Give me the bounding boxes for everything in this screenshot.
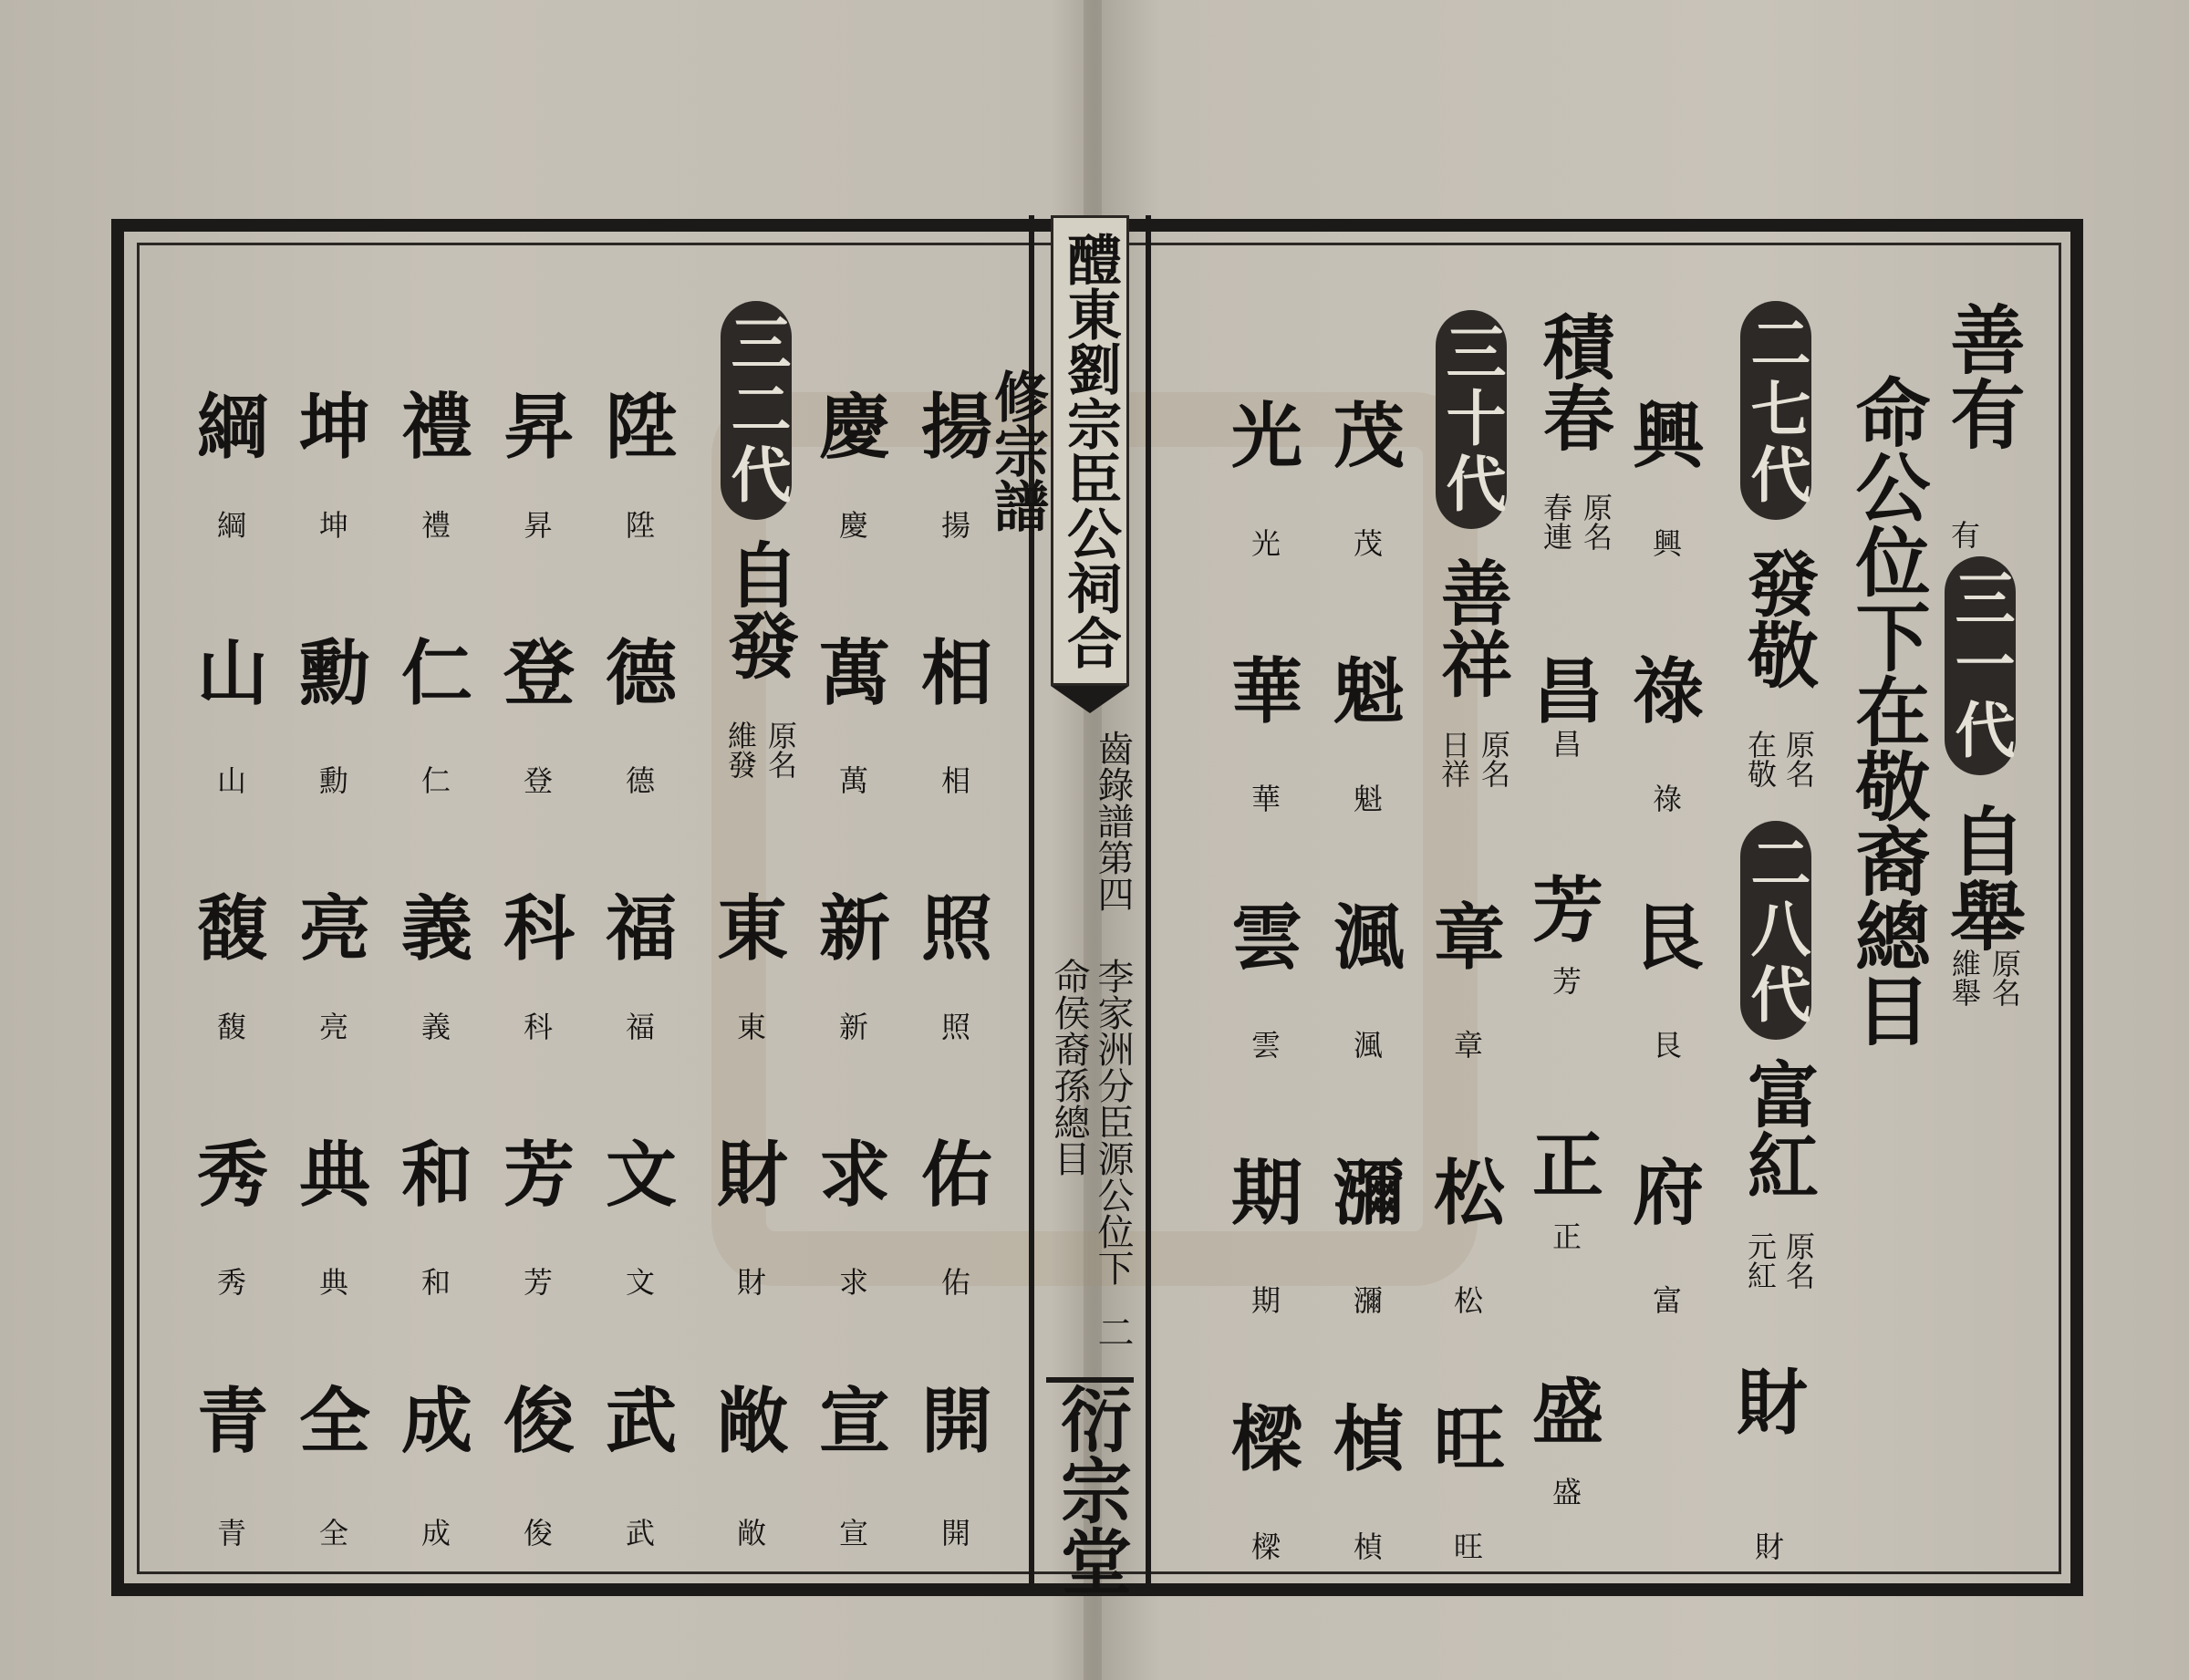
name-cell: 旺 [1434,1398,1506,1481]
name-cell-small: 昇 [524,508,554,543]
name-cell-small: 瀰 [1354,1283,1384,1318]
badge-gen-31: 三一代 [1945,556,2016,775]
badge-gen-28: 二八代 [1740,821,1811,1040]
book-title: 醴東劉宗臣公祠合修宗譜 [1051,215,1129,686]
given-name-jichun: 積春 [1531,310,1614,452]
name-cell-small: 芳 [1552,964,1582,999]
name-cell-small: 和 [421,1265,451,1300]
name-cell: 登 [503,632,576,715]
name-cell-small: 綱 [217,508,247,543]
name-cell: 青 [197,1380,269,1463]
name-cell-small: 勳 [319,763,349,798]
hall-name: 衍宗堂 [1046,1377,1134,1592]
name-cell-small: 期 [1251,1283,1281,1318]
name-cell-small: 光 [1251,526,1281,561]
subtitle: 命侯裔孫總目 [1048,958,1090,1177]
name-cell: 科 [503,887,576,970]
name-cell-small: 福 [626,1010,656,1044]
name-cell-small: 正 [1552,1219,1582,1254]
name-cell: 芳 [503,1134,576,1217]
name-cell-small: 松 [1454,1283,1484,1318]
name-cell-small: 德 [626,763,656,798]
name-cell: 華 [1231,650,1303,733]
branch-title: 李家洲分臣源公位下 [1092,958,1134,1286]
name-cell-small: 萬 [839,763,869,798]
name-cell-small: 華 [1251,782,1281,816]
name-cell-small: 馥 [217,1010,247,1044]
name-cell: 魁 [1333,650,1406,733]
name-cell-small: 典 [319,1265,349,1300]
name-cell-small: 財 [737,1265,767,1300]
name-cell: 章 [1434,897,1506,980]
section-title: 齒錄譜第四 [1092,730,1134,912]
name-cell-small: 佑 [941,1265,971,1300]
orig-label-shanxiang: 原名 [1477,730,1511,788]
orig-label-zifa: 原名 [763,721,798,779]
name-cell: 坤 [299,386,371,469]
orig-name-31: 維舉 [1947,949,1982,1007]
name-cell-small: 雲 [1251,1028,1281,1063]
name-cell: 正 [1532,1125,1604,1208]
name-cell: 佑 [921,1134,993,1217]
name-cell-small: 興 [1653,526,1683,561]
name-cell: 綱 [197,386,269,469]
given-name-shanxiang: 善祥 [1429,556,1512,699]
name-cell: 義 [401,887,473,970]
given-name-zifa: 自發 [716,538,799,680]
name-cell-small: 盛 [1552,1475,1582,1509]
name-cell-small: 坤 [319,508,349,543]
name-cell-small: 科 [524,1010,554,1044]
orig-label-27: 原名 [1781,730,1816,788]
name-cell: 求 [819,1134,891,1217]
name-cell: 光 [1231,395,1303,478]
given-name-28: 富紅 [1736,1058,1819,1200]
name-cell: 艮 [1633,897,1705,980]
name-cell-small: 樑 [1251,1530,1281,1564]
name-cell-small: 東 [737,1010,767,1044]
name-cell: 勳 [299,632,371,715]
name-cell: 全 [299,1380,371,1463]
name-cell: 仁 [401,632,473,715]
name-cell: 俊 [503,1380,576,1463]
name-cell: 禮 [401,386,473,469]
name-cell: 開 [921,1380,993,1463]
name-cell: 德 [606,632,678,715]
name-cell: 期 [1231,1152,1303,1235]
name-cell: 陞 [606,386,678,469]
name-cell-small: 芳 [524,1265,554,1300]
name-cell: 松 [1434,1152,1506,1235]
name-cell-small: 茂 [1354,526,1384,561]
name-cell: 東 [717,887,789,970]
name-cell: 興 [1633,395,1705,478]
name-cell-small: 慶 [839,508,869,543]
name-cell-small: 登 [524,763,554,798]
given-name-27: 發敬 [1736,547,1819,690]
orig-label-28: 原名 [1781,1231,1816,1290]
name-cell: 相 [921,632,993,715]
name-cell: 武 [606,1380,678,1463]
name-cell: 祿 [1633,650,1705,733]
orig-label-jichun: 原名 [1579,493,1613,551]
name-cell: 宣 [819,1380,891,1463]
name-cell-small: 照 [941,1010,971,1044]
name-cell: 成 [401,1380,473,1463]
name-cell: 昌 [1532,650,1604,733]
name-cell: 馥 [197,887,269,970]
name-cell-small: 全 [319,1516,349,1550]
name-cell-small: 章 [1454,1028,1484,1063]
name-cell-small: 亮 [319,1010,349,1044]
badge-gen-32: 三二代 [721,301,792,520]
name-cell: 昇 [503,386,576,469]
name-cell-small: 武 [626,1516,656,1550]
name-cell-small: 禮 [421,508,451,543]
name-cell-small: 魁 [1354,782,1384,816]
orig-name-shanxiang: 日祥 [1437,730,1471,788]
name-cell-small: 開 [941,1516,971,1550]
name-cell-small: 俊 [524,1516,554,1550]
name-cell-small: 艮 [1653,1028,1683,1063]
name-cell: 財 [717,1134,789,1217]
name-cai: 財 [1737,1362,1809,1445]
name-cell-small: 新 [839,1010,869,1044]
name-cell: 雲 [1231,897,1303,980]
name-cell: 典 [299,1134,371,1217]
name-cell-small: 旺 [1454,1530,1484,1564]
name-cell-small: 求 [839,1265,869,1300]
name-cell: 渢 [1333,897,1406,980]
orig-name-zifa: 維發 [723,721,758,779]
name-cell: 福 [606,887,678,970]
fish-tail-mark [1051,686,1129,713]
ancestor-small: 有 [1946,520,1981,549]
page-number: 二 [1092,1313,1134,1350]
name-cell: 亮 [299,887,371,970]
name-cell: 秀 [197,1134,269,1217]
name-cell-small: 秀 [217,1265,247,1300]
name-cell-small: 昌 [1552,727,1582,762]
orig-name-27: 在敬 [1743,730,1778,788]
name-cell: 茂 [1333,395,1406,478]
badge-gen-30: 三十代 [1436,310,1507,529]
name-cell: 文 [606,1134,678,1217]
name-cell: 山 [197,632,269,715]
name-cell: 照 [921,887,993,970]
name-cell: 新 [819,887,891,970]
section-heading: 命公位下在敬裔總目 [1843,374,1931,1047]
name-cell: 萬 [819,632,891,715]
name-cell-small: 陞 [626,508,656,543]
name-cell-small: 山 [217,763,247,798]
orig-name-jichun: 春連 [1539,493,1573,551]
name-cell: 揚 [921,386,993,469]
name-cell-small: 楨 [1354,1530,1384,1564]
name-cell-small: 宣 [839,1516,869,1550]
orig-label-31: 原名 [1987,949,2022,1007]
badge-gen-27: 二七代 [1740,301,1811,520]
ancestor-name: 善有 [1938,301,2026,451]
name-cell-small: 文 [626,1265,656,1300]
name-cell: 盛 [1532,1371,1604,1454]
name-cell: 瀰 [1333,1152,1406,1235]
name-cell-small: 青 [217,1516,247,1550]
name-cell-small: 祿 [1653,782,1683,816]
name-cell-small: 義 [421,1010,451,1044]
name-cell-small: 渢 [1354,1028,1384,1063]
name-cell: 府 [1633,1152,1705,1235]
name-cell: 和 [401,1134,473,1217]
name-cell-small: 成 [421,1516,451,1550]
name-cell: 慶 [819,386,891,469]
name-cell-small: 仁 [421,763,451,798]
name-cell: 芳 [1532,869,1604,952]
name-cell: 樑 [1231,1398,1303,1481]
name-cell-small: 敞 [737,1516,767,1550]
given-name-31: 自舉 [1938,803,2026,952]
name-cell-small: 富 [1653,1283,1683,1318]
name-cell-small: 揚 [941,508,971,543]
name-cell: 敞 [717,1380,789,1463]
name-cai-small: 財 [1755,1530,1785,1564]
name-cell: 楨 [1333,1398,1406,1481]
orig-name-28: 元紅 [1743,1231,1778,1290]
name-cell-small: 相 [941,763,971,798]
